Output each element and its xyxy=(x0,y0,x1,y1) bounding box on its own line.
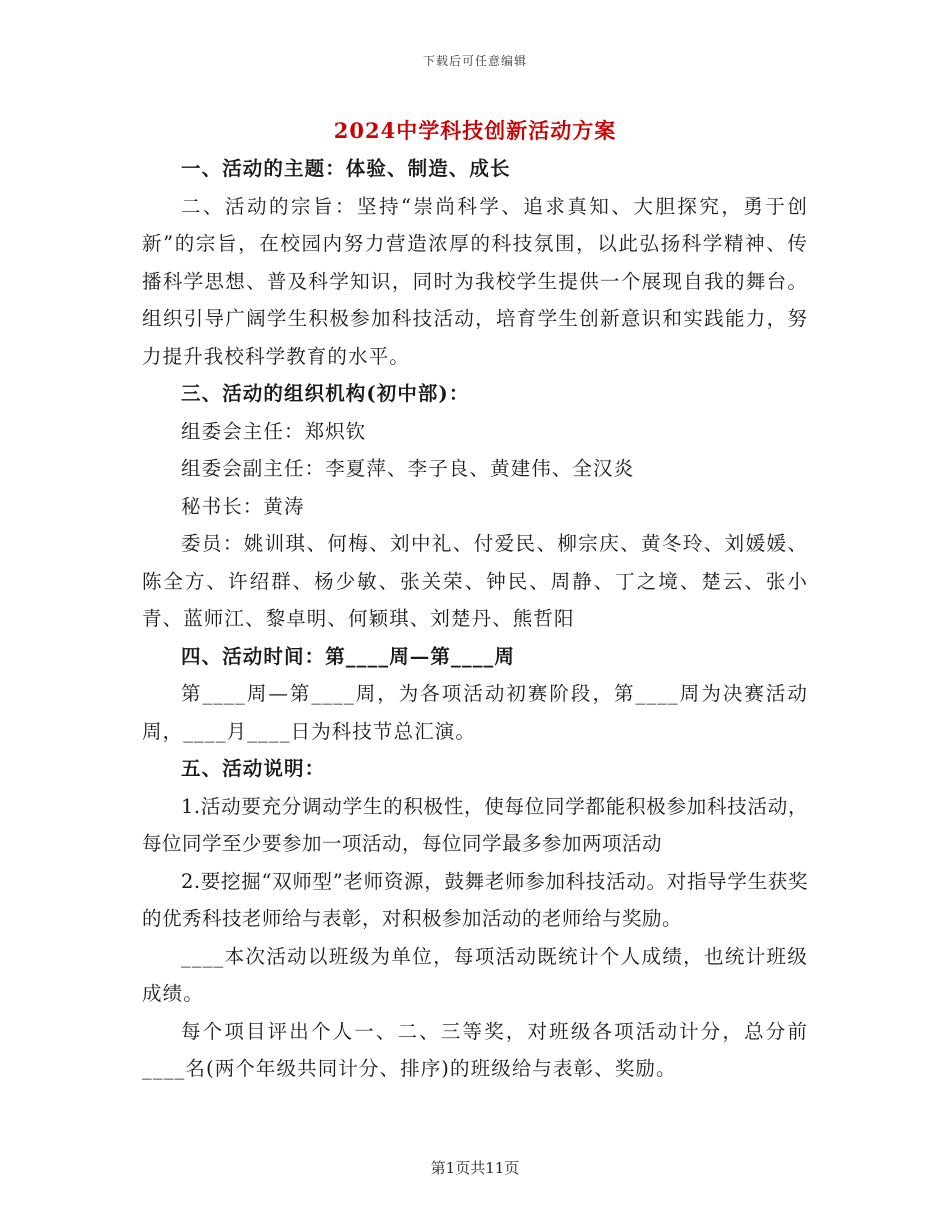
paragraph-purpose: 二、活动的宗旨：坚持“崇尚科学、追求真知、大胆探究，勇于创新”的宗旨，在校园内努力营造浓厚的科技氛围，以此弘扬科学精神、传播科学思想、普及科学知识，同时为我校学生提供一个展现自我的舞台。组织引导广阔学生积极参加科技活动，培育学生创新意识和实践能力，努力提升我校科学教育的水平。 xyxy=(142,194,808,368)
document-title: 2024中学科技创新活动方案 xyxy=(333,118,617,143)
paragraph-members: 委员：姚训琪、何梅、刘中礼、付爱民、柳宗庆、黄冬玲、刘媛媛、陈全方、许绍群、杨少敏、张关荣、钟民、周静、丁之境、楚云、张小青、蓝师江、黎卓明、何颖琪、刘楚丹、熊哲阳 xyxy=(142,532,808,630)
document-body xyxy=(142,150,808,1088)
paragraph-awards: 每个项目评出个人一、二、三等奖，对班级各项活动计分，总分前____名(两个年级共同计分、排序)的班级给与表彰、奖励。 xyxy=(142,1019,808,1080)
page-number-footer: 第1页共11页 xyxy=(430,1159,520,1177)
paragraph-note-2: 2.要挖掘“双师型”老师资源，鼓舞老师参加科技活动。对指导学生获奖的优秀科技老师给与表彰，对积极参加活动的老师给与奖励。 xyxy=(142,869,808,930)
section-heading-time: 四、活动时间：第____周—第____周 xyxy=(181,644,515,668)
section-heading-notes: 五、活动说明： xyxy=(181,757,326,780)
paragraph-class-unit: ____本次活动以班级为单位，每项活动既统计个人成绩，也统计班级成绩。 xyxy=(142,944,808,1005)
paragraph-deputy-directors: 组委会副主任：李夏萍、李子良、黄建伟、全汉炎 xyxy=(181,457,635,480)
header-note: 下载后可任意编辑 xyxy=(422,54,527,68)
paragraph-secretary: 秘书长：黄涛 xyxy=(181,494,305,518)
section-heading-theme: 一、活动的主题：体验、制造、成长 xyxy=(181,157,511,180)
paragraph-schedule: 第____周—第____周，为各项活动初赛阶段，第____周为决赛活动周，____月____日为科技节总汇演。 xyxy=(142,682,808,743)
section-heading-organization: 三、活动的组织机构(初中部)： xyxy=(181,382,470,405)
paragraph-note-1: 1.活动要充分调动学生的积极性，使每位同学都能积极参加科技活动，每位同学至少要参加一项活动，每位同学最多参加两项活动 xyxy=(142,794,808,855)
paragraph-director: 组委会主任：郑炽钦 xyxy=(181,419,367,443)
